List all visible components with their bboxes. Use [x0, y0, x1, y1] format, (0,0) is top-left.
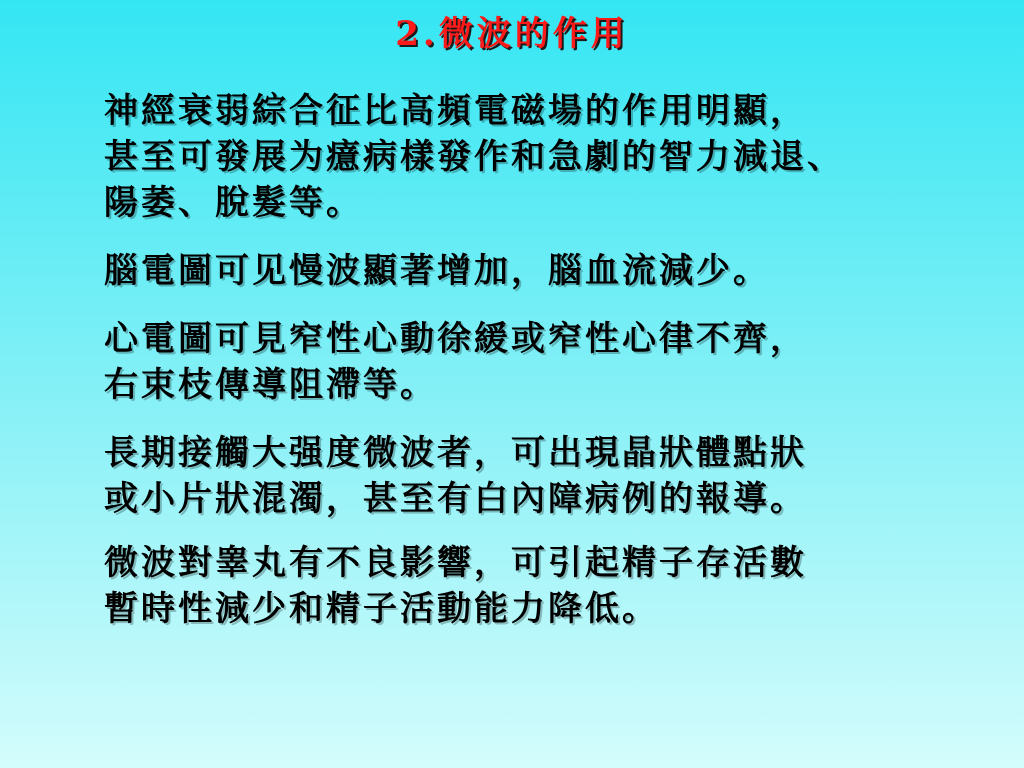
- paragraph-eeg: [104, 248, 1004, 294]
- paragraph-line: 心電圖可見窄性心動徐緩或窄性心律不齊，: [104, 319, 807, 359]
- paragraph-line: 右束枝傳導阻滯等。: [104, 365, 437, 405]
- paragraph-line: 或小片狀混濁，甚至有白內障病例的報導。: [104, 479, 807, 519]
- paragraph-line: 陽萎、脫髮等。: [104, 183, 363, 223]
- paragraph-lens-opacity: [104, 430, 1004, 522]
- paragraph-ecg: [104, 316, 1004, 408]
- paragraph-neurasthenia: [104, 88, 1004, 226]
- slide-title: 2.微波的作用: [395, 14, 629, 54]
- paragraph-line: 長期接觸大强度微波者，可出現晶狀體點狀: [104, 433, 807, 473]
- slide-body: [104, 88, 1004, 648]
- paragraph-line: 腦電圖可见慢波顯著增加，腦血流減少。: [104, 251, 770, 291]
- paragraph-line: 神經衰弱綜合征比高頻電磁場的作用明顯，: [104, 91, 807, 131]
- paragraph-testes: [104, 540, 1004, 632]
- paragraph-line: 暫時性減少和精子活動能力降低。: [104, 589, 659, 629]
- paragraph-line: 甚至可發展为癔病樣發作和急劇的智力減退、: [104, 137, 844, 177]
- paragraph-line: 微波對睾丸有不良影響，可引起精子存活數: [104, 543, 807, 583]
